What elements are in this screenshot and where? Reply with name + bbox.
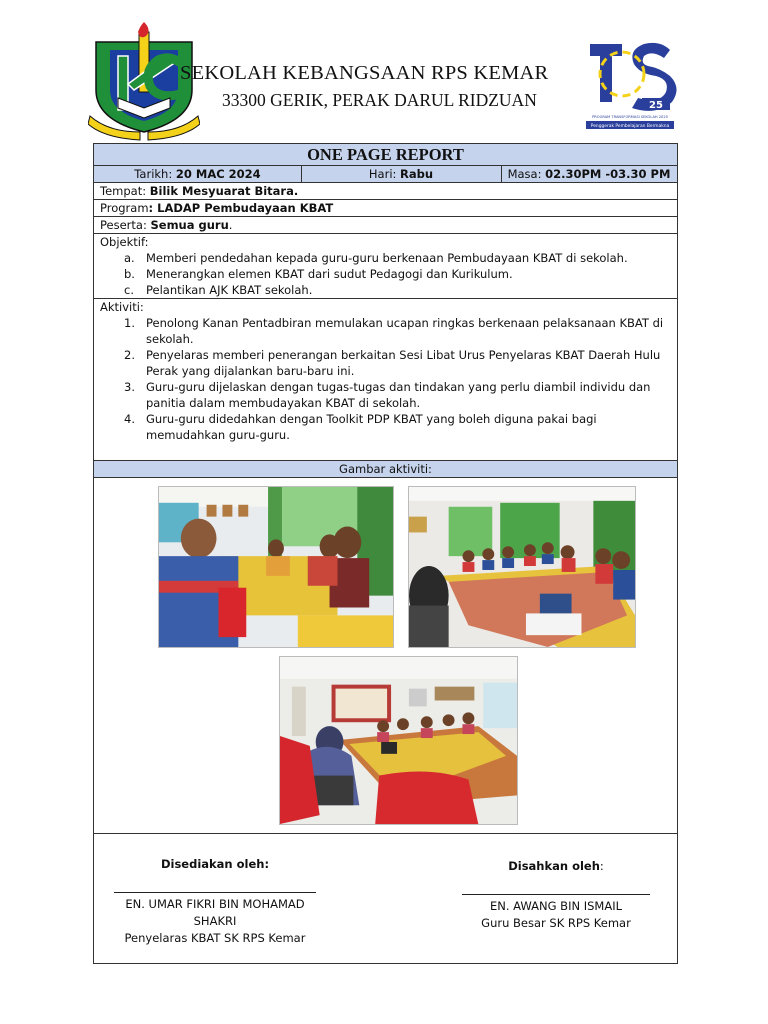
list-item xyxy=(100,347,677,379)
tempat-value: Bilik Mesyuarat Bitara. xyxy=(149,184,299,198)
peserta-row xyxy=(94,217,677,234)
approved-by-colon: : xyxy=(599,859,604,873)
peserta-value: Semua guru xyxy=(150,218,229,232)
list-item xyxy=(100,266,677,282)
approved-by-heading: Disahkan oleh xyxy=(508,859,600,873)
activity-photo-3 xyxy=(279,656,518,825)
list-text: Memberi pendedahan kepada guru-guru berkenaan Pembudayaan KBAT di sekolah. xyxy=(146,251,628,265)
report-title: ONE PAGE REPORT xyxy=(94,144,677,166)
list-text: Pelantikan AJK KBAT sekolah. xyxy=(146,283,313,297)
program-row xyxy=(94,200,677,217)
objektif-list xyxy=(100,250,677,298)
masa-cell xyxy=(501,166,677,182)
tarikh-label: Tarikh: xyxy=(134,167,173,181)
prepared-by-block xyxy=(114,856,316,947)
list-marker: 3. xyxy=(124,380,135,394)
peserta-period: . xyxy=(228,218,233,232)
report-meta-row xyxy=(94,166,677,183)
gambar-aktiviti-header: Gambar aktiviti: xyxy=(94,461,677,478)
list-text: Guru-guru didedahkan dengan Toolkit PDP KBAT yang boleh diguna pakai bagi memudahkan guru-guru. xyxy=(146,412,597,442)
program-label: Program xyxy=(100,201,149,215)
list-marker: c. xyxy=(124,283,134,297)
signature-line xyxy=(462,894,650,895)
list-item xyxy=(100,379,677,411)
school-name: SEKOLAH KEBANGSAAN RPS KEMAR xyxy=(180,62,549,84)
list-item xyxy=(100,250,677,266)
tarikh-value: 20 MAC 2024 xyxy=(175,167,261,181)
approved-by-block xyxy=(462,858,650,932)
objektif-section xyxy=(94,234,677,299)
list-text: Menerangkan elemen KBAT dari sudut Pedagogi dan Kurikulum. xyxy=(146,267,513,281)
masa-label: Masa: xyxy=(507,167,542,181)
list-marker: 4. xyxy=(124,412,135,426)
prepared-by-name: EN. UMAR FIKRI BIN MOHAMAD SHAKRI xyxy=(125,897,305,928)
aktiviti-section xyxy=(94,299,677,461)
list-text: Penyelaras memberi penerangan berkaitan Sesi Libat Urus Penyelaras KBAT Daerah Hulu Perak yang dijalankan baru-baru ini. xyxy=(146,348,661,378)
ts25-logo xyxy=(582,36,678,132)
ts-logo-caption: PROGRAM TRANSFORMASI SEKOLAH 2025 xyxy=(592,115,668,119)
one-page-report-table xyxy=(93,143,678,964)
list-item xyxy=(100,411,677,443)
hari-value: Rabu xyxy=(400,167,434,181)
photos-section xyxy=(94,478,677,834)
list-marker: 2. xyxy=(124,348,135,362)
program-value: : LADAP Pembudayaan KBAT xyxy=(148,201,334,215)
approved-by-heading-wrap xyxy=(462,858,650,875)
aktiviti-list xyxy=(100,315,677,443)
tempat-row xyxy=(94,183,677,200)
aktiviti-label: Aktiviti: xyxy=(100,300,144,314)
prepared-by-role: Penyelaras KBAT SK RPS Kemar xyxy=(124,931,306,945)
signature-line xyxy=(114,892,316,893)
list-item xyxy=(100,282,677,298)
approved-by-name: EN. AWANG BIN ISMAIL xyxy=(489,899,622,913)
list-marker: 1. xyxy=(124,316,135,330)
list-item xyxy=(100,315,677,347)
activity-photo-1 xyxy=(158,486,394,648)
approved-by-role: Guru Besar SK RPS Kemar xyxy=(481,916,631,930)
signature-section xyxy=(94,834,677,964)
list-text: Guru-guru dijelaskan dengan tugas-tugas dan tindakan yang perlu diambil individu dan panitia dalam membudayakan KBAT di sekolah. xyxy=(146,380,651,410)
list-text: Penolong Kanan Pentadbiran memulakan ucapan ringkas berkenaan pelaksanaan KBAT di sekolah. xyxy=(146,316,664,346)
masa-value: 02.30PM -03.30 PM xyxy=(545,167,671,181)
hari-cell xyxy=(301,166,502,182)
tarikh-cell xyxy=(94,166,302,182)
school-address: 33300 GERIK, PERAK DARUL RIDZUAN xyxy=(222,90,537,110)
prepared-by-heading: Disediakan oleh: xyxy=(160,857,270,871)
hari-label: Hari: xyxy=(368,167,397,181)
objektif-label: Objektif: xyxy=(100,235,149,249)
activity-photo-2 xyxy=(408,486,636,648)
peserta-label: Peserta: xyxy=(100,218,147,232)
list-marker: b. xyxy=(124,267,135,281)
ts-logo-tagline: Penggerak Pembelajaran Bermakna xyxy=(590,124,670,129)
tempat-label: Tempat: xyxy=(100,184,147,198)
list-marker: a. xyxy=(124,251,135,265)
ts-logo-number: 25 xyxy=(649,100,663,111)
